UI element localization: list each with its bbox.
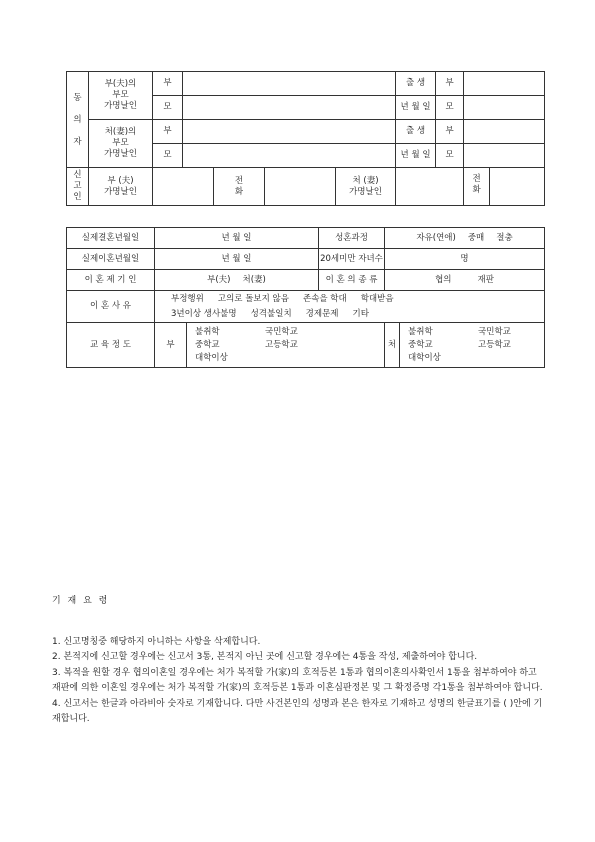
husband-father-birth-field[interactable] xyxy=(464,72,545,96)
husband-parents-label: 부(夫)의 부모 가명날인 xyxy=(89,72,153,120)
instruction-item: 4. 신고서는 한글과 아라비아 숫자로 기재합니다. 다만 사건본인의 성명과 본은 한자로 기재하고 성명의 한글표기를 ( )안에 기재합니다. xyxy=(52,698,543,724)
divorce-date-label: 실제이혼년월일 xyxy=(67,249,155,270)
marriage-start-label: 실제결혼년월일 xyxy=(67,228,155,249)
education-label: 교 육 정 도 xyxy=(67,323,155,368)
wife-father-birth-field[interactable] xyxy=(464,120,545,144)
phone-label: 전 화 xyxy=(214,168,265,206)
instruction-item: 3. 복적을 원할 경우 협의이혼일 경우에는 처가 복적할 가(家)의 호적등본 1통과 협의이혼의사확인서 1통을 첨부하여야 하고 재판에 의한 이혼일 경우에는 처가 복적할 가(家)의 호적등본 1통과 이혼심판정본 및 그 확정증명 각1통을 첨부하여야 합니다. xyxy=(52,667,543,693)
father-label: 부 xyxy=(436,120,464,144)
minor-children-label: 20세미만 자녀수 xyxy=(319,249,385,270)
husband-father-field[interactable] xyxy=(183,72,396,96)
reporter-husband-label: 부 (夫) 가명날인 xyxy=(89,168,153,206)
mother-label: 모 xyxy=(436,96,464,120)
instructions-section xyxy=(52,594,547,728)
instructions-title: 기 재 요 령 xyxy=(52,596,110,606)
divorce-reason-label: 이 혼 사 유 xyxy=(67,291,155,323)
instruction-item: 2. 본적지에 신고할 경우에는 신고서 3통, 본적지 아닌 곳에 신고할 경우에는 4통을 작성, 제출하여야 합니다. xyxy=(52,652,478,662)
divorce-type-label: 이 혼 의 종 류 xyxy=(319,270,385,291)
husband-education-options[interactable]: 불취학 국민학교 중학교 고등학교 대학이상 xyxy=(187,323,385,368)
instruction-item: 1. 신고명칭중 해당하지 아니하는 사항을 삭제합니다. xyxy=(52,636,261,647)
reporter-wife-seal-field[interactable] xyxy=(396,168,464,206)
wife-parents-label: 처(妻)의 부모 가명날인 xyxy=(89,120,153,168)
husband-mother-field[interactable] xyxy=(183,96,396,120)
wife-mother-field[interactable] xyxy=(183,144,396,168)
wife-father-field[interactable] xyxy=(183,120,396,144)
husband-label: 부 xyxy=(155,323,187,368)
marriage-process-label: 성혼과정 xyxy=(319,228,385,249)
divorce-reason-options[interactable]: 부정행위 고의로 돌보지 않음 존속을 학대 학대받음 3년이상 생사불명 성격불일치 경제문제 기타 xyxy=(155,291,545,323)
divorce-date-field[interactable]: 년 월 일 xyxy=(155,249,319,270)
wife-education-options[interactable]: 불취학 국민학교 중학교 고등학교 대학이상 xyxy=(400,323,545,368)
father-label: 부 xyxy=(153,120,183,144)
reporter-wife-label: 처 (妻) 가명날인 xyxy=(336,168,396,206)
wife-label: 처 xyxy=(385,323,400,368)
phone-cell: 전 화 xyxy=(464,168,545,206)
birth-label: 출 생 xyxy=(396,72,436,96)
mother-label: 모 xyxy=(436,144,464,168)
reporter-label: 신 고 인 xyxy=(67,168,89,206)
mother-label: 모 xyxy=(153,144,183,168)
consent-table xyxy=(66,71,545,206)
reporter-husband-seal-field[interactable] xyxy=(153,168,214,206)
marriage-process-options[interactable]: 자유(연애) 중매 절충 xyxy=(385,228,545,249)
birthdate-label: 년 월 일 xyxy=(396,96,436,120)
divorce-requester-options[interactable]: 부(夫) 처(妻) xyxy=(155,270,319,291)
minor-children-field[interactable]: 명 xyxy=(385,249,545,270)
father-label: 부 xyxy=(153,72,183,96)
birth-label: 출 생 xyxy=(396,120,436,144)
divorce-details-table xyxy=(66,227,545,368)
husband-mother-birth-field[interactable] xyxy=(464,96,545,120)
divorce-requester-label: 이 혼 제 기 인 xyxy=(67,270,155,291)
birthdate-label: 년 월 일 xyxy=(396,144,436,168)
marriage-start-field[interactable]: 년 월 일 xyxy=(155,228,319,249)
wife-mother-birth-field[interactable] xyxy=(464,144,545,168)
father-label: 부 xyxy=(436,72,464,96)
reporter-husband-phone-field[interactable] xyxy=(265,168,336,206)
mother-label: 모 xyxy=(153,96,183,120)
divorce-type-options[interactable]: 협의 재판 xyxy=(385,270,545,291)
consenter-label: 동 의 자 xyxy=(67,72,89,168)
